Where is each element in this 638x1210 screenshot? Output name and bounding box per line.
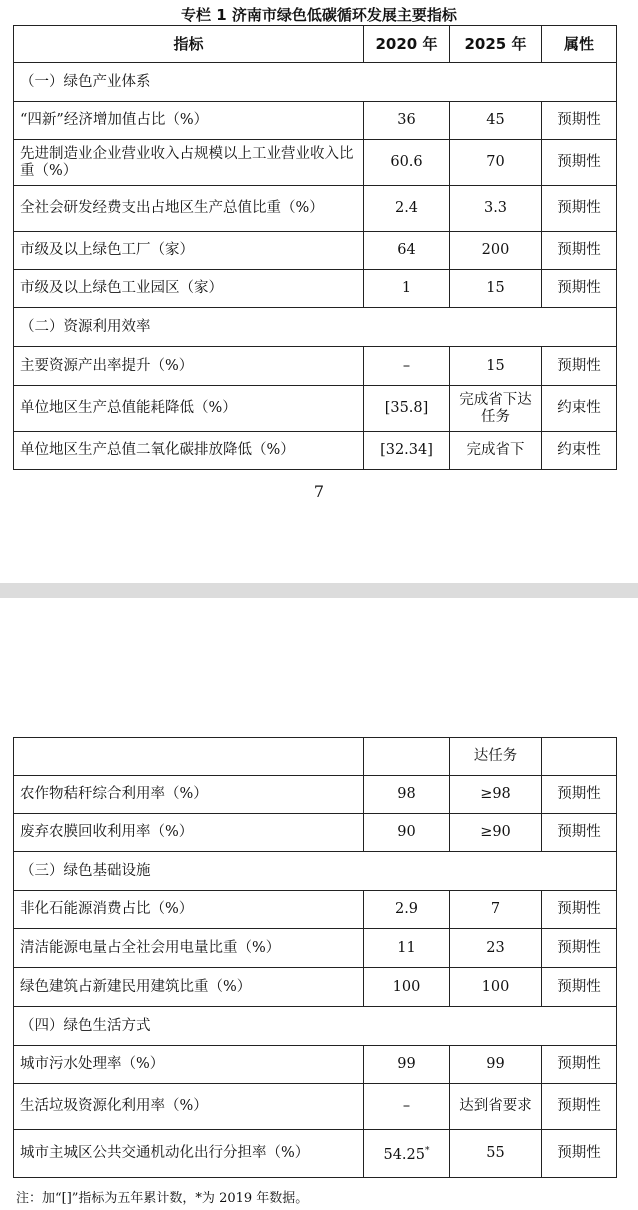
indicator-cell: 市级及以上绿色工业园区（家） xyxy=(14,270,364,308)
value-2020-cell xyxy=(364,891,450,929)
table-row xyxy=(14,1084,617,1130)
attribute-cell: 约束性 xyxy=(542,386,617,432)
attribute-cell: 预期性 xyxy=(542,232,617,270)
table-row xyxy=(14,386,617,432)
value-2020-cell xyxy=(364,1046,450,1084)
header-attribute: 属性 xyxy=(542,26,617,63)
indicator-cell: 清洁能源电量占全社会用电量比重（%） xyxy=(14,929,364,968)
value-2020: 90 xyxy=(397,824,416,840)
header-2025: 2025 年 xyxy=(450,26,542,63)
value-2020: [35.8] xyxy=(384,400,429,416)
table-row xyxy=(14,929,617,968)
value-2020-cell xyxy=(364,432,450,470)
table-row xyxy=(14,140,617,186)
table-row xyxy=(14,1130,617,1178)
value-2025-cell: 达任务 xyxy=(450,738,542,776)
table-row xyxy=(14,1046,617,1084)
value-2025-cell: 100 xyxy=(450,968,542,1007)
attribute-cell: 预期性 xyxy=(542,968,617,1007)
value-2020-cell xyxy=(364,1130,450,1178)
header-indicator: 指标 xyxy=(14,26,364,63)
attribute-cell: 预期性 xyxy=(542,186,617,232)
value-2020-cell xyxy=(364,232,450,270)
attribute-cell: 预期性 xyxy=(542,1046,617,1084)
value-2020: 64 xyxy=(397,242,416,258)
table-note: 注：加“[]”指标为五年累计数，*为 2019 年数据。 xyxy=(16,1191,309,1206)
attribute-cell xyxy=(542,738,617,776)
value-2025-cell: ≥98 xyxy=(450,776,542,814)
value-2020: 60.6 xyxy=(390,154,423,170)
value-2020-cell xyxy=(364,968,450,1007)
value-2020-cell xyxy=(364,386,450,432)
indicator-cell: 先进制造业企业营业收入占规模以上工业营业收入比重（%） xyxy=(14,140,364,186)
section-title: （二）资源利用效率 xyxy=(14,308,617,347)
value-2025-cell: 70 xyxy=(450,140,542,186)
table-title: 专栏 1 济南市绿色低碳循环发展主要指标 xyxy=(181,6,457,24)
indicator-cell: 市级及以上绿色工厂（家） xyxy=(14,232,364,270)
indicator-table-top xyxy=(13,25,617,470)
section-row xyxy=(14,1007,617,1046)
value-2020: 36 xyxy=(397,112,416,128)
table-row xyxy=(14,102,617,140)
attribute-cell: 预期性 xyxy=(542,929,617,968)
value-2020-cell xyxy=(364,186,450,232)
attribute-cell: 预期性 xyxy=(542,814,617,852)
value-2020: 2.4 xyxy=(394,200,419,216)
value-2025-cell: 45 xyxy=(450,102,542,140)
value-2020-cell xyxy=(364,347,450,386)
attribute-cell: 预期性 xyxy=(542,891,617,929)
indicator-cell: 全社会研发经费支出占地区生产总值比重（%） xyxy=(14,186,364,232)
table-row xyxy=(14,968,617,1007)
attribute-cell: 预期性 xyxy=(542,1084,617,1130)
page-number: 7 xyxy=(313,482,325,501)
table-row xyxy=(14,270,617,308)
attribute-cell: 预期性 xyxy=(542,776,617,814)
page-gap xyxy=(0,583,638,598)
indicator-cell: 非化石能源消费占比（%） xyxy=(14,891,364,929)
section-row xyxy=(14,852,617,891)
section-title: （三）绿色基础设施 xyxy=(14,852,617,891)
value-2025-cell: 23 xyxy=(450,929,542,968)
value-2025-cell: 完成省下达任务 xyxy=(450,386,542,432)
value-2025-cell: 完成省下 xyxy=(450,432,542,470)
value-2020: 98 xyxy=(397,786,416,802)
value-2020: 100 xyxy=(392,978,421,995)
indicator-cell: “四新”经济增加值占比（%） xyxy=(14,102,364,140)
table-row xyxy=(14,776,617,814)
value-2025-cell: 15 xyxy=(450,270,542,308)
value-2020: 54.25 xyxy=(383,1146,425,1163)
value-2025-cell: 3.3 xyxy=(450,186,542,232)
section-row xyxy=(14,308,617,347)
table-row xyxy=(14,232,617,270)
value-2020-mark: * xyxy=(425,1146,430,1157)
attribute-cell: 预期性 xyxy=(542,270,617,308)
value-2025-cell: 99 xyxy=(450,1046,542,1084)
value-2025-cell: 55 xyxy=(450,1130,542,1178)
value-2020: 99 xyxy=(397,1056,416,1072)
value-2020-cell xyxy=(364,1084,450,1130)
header-row xyxy=(14,26,617,63)
value-2020-cell xyxy=(364,102,450,140)
attribute-cell: 预期性 xyxy=(542,102,617,140)
indicator-cell: 生活垃圾资源化利用率（%） xyxy=(14,1084,364,1130)
indicator-cell: 绿色建筑占新建民用建筑比重（%） xyxy=(14,968,364,1007)
attribute-cell: 预期性 xyxy=(542,1130,617,1178)
value-2020-cell xyxy=(364,270,450,308)
value-2020-cell xyxy=(364,140,450,186)
value-2025-cell: 7 xyxy=(450,891,542,929)
indicator-cell: 主要资源产出率提升（%） xyxy=(14,347,364,386)
value-2025-cell: 200 xyxy=(450,232,542,270)
indicator-cell: 城市污水处理率（%） xyxy=(14,1046,364,1084)
value-2020: [32.34] xyxy=(380,442,433,458)
value-2020: 11 xyxy=(397,939,416,956)
indicator-cell: 废弃农膜回收利用率（%） xyxy=(14,814,364,852)
section-row xyxy=(14,63,617,102)
attribute-cell: 约束性 xyxy=(542,432,617,470)
table-row xyxy=(14,432,617,470)
indicator-cell: 农作物秸秆综合利用率（%） xyxy=(14,776,364,814)
value-2020: 2.9 xyxy=(394,901,419,917)
table-row xyxy=(14,186,617,232)
table-row xyxy=(14,814,617,852)
value-2020: 1 xyxy=(401,280,412,296)
indicator-cell: 城市主城区公共交通机动化出行分担率（%） xyxy=(14,1130,364,1178)
indicator-table-bottom xyxy=(13,737,617,1178)
value-2020-cell xyxy=(364,776,450,814)
value-2020: – xyxy=(402,1098,411,1114)
table-row xyxy=(14,891,617,929)
section-title: （一）绿色产业体系 xyxy=(14,63,617,102)
attribute-cell: 预期性 xyxy=(542,140,617,186)
value-2025-cell: ≥90 xyxy=(450,814,542,852)
table-row xyxy=(14,738,617,776)
value-2025-cell: 达到省要求 xyxy=(450,1084,542,1130)
value-2020-cell xyxy=(364,738,450,776)
attribute-cell: 预期性 xyxy=(542,347,617,386)
section-title: （四）绿色生活方式 xyxy=(14,1007,617,1046)
indicator-cell: 单位地区生产总值能耗降低（%） xyxy=(14,386,364,432)
value-2020-cell xyxy=(364,814,450,852)
indicator-cell: 单位地区生产总值二氧化碳排放降低（%） xyxy=(14,432,364,470)
header-2020: 2020 年 xyxy=(364,26,450,63)
table-row xyxy=(14,347,617,386)
value-2020: – xyxy=(402,357,411,374)
value-2025-cell: 15 xyxy=(450,347,542,386)
indicator-cell xyxy=(14,738,364,776)
value-2020-cell xyxy=(364,929,450,968)
